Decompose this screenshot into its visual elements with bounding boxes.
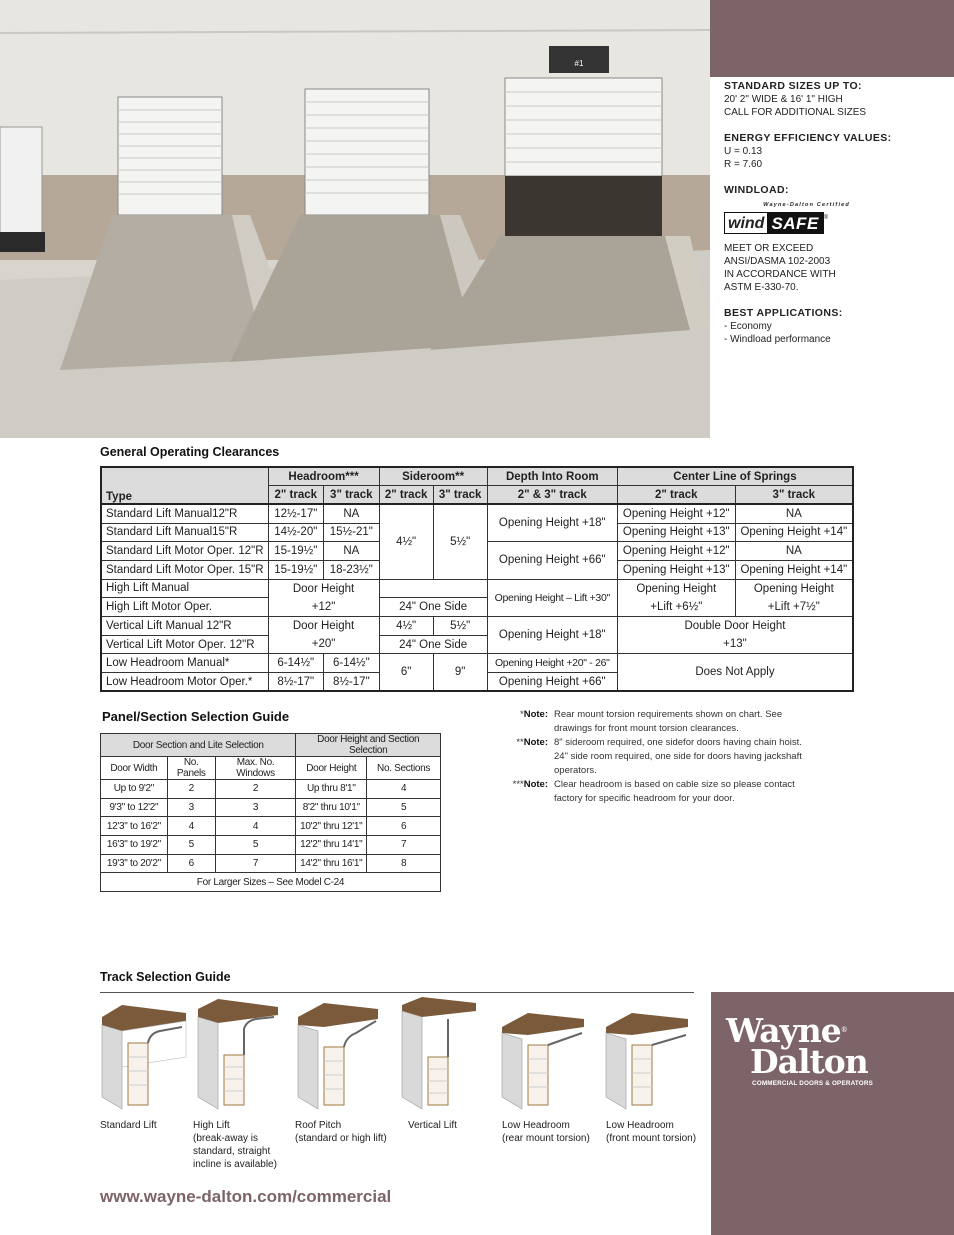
cell-sideroom: 4½" (379, 504, 433, 579)
windsafe-safe: SAFE (767, 213, 822, 233)
cell-springs: Opening Height +13" (617, 523, 735, 542)
col-spring-3in: 3" track (735, 486, 853, 505)
col-depth: Depth Into Room (487, 467, 617, 486)
track-label (502, 1119, 590, 1145)
cell: 8'2" thru 10'1" (296, 798, 367, 817)
cell-headroom (268, 579, 379, 616)
group-section-selection: Door Height and Section Selection (296, 734, 441, 757)
cell-headroom: 15-19½" (268, 542, 324, 561)
row-type: High Lift Manual (101, 579, 268, 598)
table-row (101, 836, 441, 855)
low-headroom-front-diagram (602, 997, 692, 1117)
springs-line: +13" (723, 638, 747, 651)
cell-headroom: 15½-21" (324, 523, 380, 542)
standard-lift-diagram (98, 997, 188, 1117)
springs-line: +Lift +6½" (650, 600, 703, 613)
springs-line: Opening Height (636, 582, 717, 595)
energy-heading: ENERGY EFFICIENCY VALUES: (724, 132, 892, 144)
row-type: Standard Lift Motor Oper. 15"R (101, 560, 268, 579)
col-headroom: Headroom*** (268, 467, 379, 486)
cell: 4 (215, 817, 296, 836)
low-headroom-rear-diagram (498, 997, 588, 1117)
cell: 12'3" to 16'2" (101, 817, 168, 836)
table-row (101, 854, 441, 873)
cell: 6 (167, 854, 215, 873)
note-mark: *** (512, 779, 524, 790)
col-sections: No. Sections (367, 757, 441, 780)
cell: 19'3" to 20'2" (101, 854, 168, 873)
track-label-line: Low Headroom (502, 1120, 570, 1131)
sizes-line: CALL FOR ADDITIONAL SIZES (724, 107, 867, 118)
note-text: Clear headroom is based on cable size so please contact factory for specific headroom for your door. (554, 779, 795, 804)
cell: Up thru 8'1" (296, 780, 367, 799)
cell-springs (617, 579, 735, 616)
track-label-line: standard, straight (193, 1146, 271, 1157)
cell: 6 (367, 817, 441, 836)
cell: 12'2" thru 14'1" (296, 836, 367, 855)
cell-headroom: 6-14½" (268, 654, 324, 673)
row-type: High Lift Motor Oper. (101, 598, 268, 617)
cell-headroom: 6-14½" (324, 654, 380, 673)
note-mark: ** (516, 737, 524, 748)
cell-sideroom: 5½" (433, 617, 487, 636)
cell: 9'3" to 12'2" (101, 798, 168, 817)
cell: 7 (367, 836, 441, 855)
notes (506, 708, 806, 806)
table-row (101, 780, 441, 799)
cell: 3 (167, 798, 215, 817)
cell: 5 (367, 798, 441, 817)
brand-tagline: COMMERCIAL DOORS & OPERATORS (752, 1080, 874, 1087)
track-label-line: (front mount torsion) (606, 1133, 697, 1144)
col-windows: Max. No. Windows (215, 757, 296, 780)
table-row (101, 654, 853, 673)
springs-line: Double Door Height (684, 620, 786, 633)
track-label (408, 1119, 457, 1132)
loading-dock-photo (0, 0, 710, 438)
cell-springs: Opening Height +13" (617, 560, 735, 579)
cell-headroom: NA (324, 542, 380, 561)
brand-line2: Dalton (750, 1042, 868, 1081)
cell-headroom (268, 617, 379, 654)
cell: 3 (215, 798, 296, 817)
track-guide-title: Track Selection Guide (100, 970, 231, 984)
track-label-line: Standard Lift (100, 1120, 157, 1131)
divider (100, 992, 694, 993)
cell-sideroom: 24" One Side (379, 598, 487, 617)
row-type: Vertical Lift Manual 12"R (101, 617, 268, 636)
row-type: Low Headroom Manual* (101, 654, 268, 673)
cell: 10'2" thru 12'1" (296, 817, 367, 836)
cell: 5 (215, 836, 296, 855)
brand-line1: Wayne (726, 1011, 841, 1050)
cell-springs (617, 617, 853, 654)
cell-depth: Opening Height – Lift +30" (487, 579, 617, 616)
table-row (101, 817, 441, 836)
cell-sideroom: 6" (379, 654, 433, 691)
track-label-line: Low Headroom (606, 1120, 674, 1131)
cell-headroom: 8½-17" (324, 673, 380, 692)
table-row (101, 504, 853, 523)
col-depth-track: 2" & 3" track (487, 486, 617, 505)
note-item (506, 708, 806, 736)
row-type: Low Headroom Motor Oper.* (101, 673, 268, 692)
headroom-line: Door Height (292, 582, 355, 595)
cell: 7 (215, 854, 296, 873)
table-row (101, 798, 441, 817)
track-label-line: Roof Pitch (295, 1120, 342, 1131)
cell-headroom: 12½-17" (268, 504, 324, 523)
windload-line: IN ACCORDANCE WITH (724, 269, 836, 280)
cell-springs: NA (735, 542, 853, 561)
cell-springs: Opening Height +12" (617, 542, 735, 561)
headroom-line: +20" (311, 638, 336, 651)
group-lite-selection: Door Section and Lite Selection (101, 734, 296, 757)
cell-depth: Opening Height +66" (487, 542, 617, 579)
panel-footer: For Larger Sizes – See Model C-24 (101, 873, 441, 892)
cell: 4 (367, 780, 441, 799)
track-label-line: High Lift (193, 1120, 230, 1131)
windsafe-wind: wind (728, 214, 765, 232)
col-type: Type (101, 467, 268, 504)
cell: 4 (167, 817, 215, 836)
note-item (506, 778, 806, 806)
cell-sideroom-blank (379, 579, 487, 598)
energy-u-value: U = 0.13 (724, 146, 763, 157)
cell: 8 (367, 854, 441, 873)
clearances-table (100, 466, 854, 692)
table-row (101, 579, 853, 598)
windsafe-logo (724, 199, 946, 234)
note-label: Note: (523, 737, 548, 748)
accent-strip-top (710, 0, 954, 77)
windload-line: ANSI/DASMA 102-2003 (724, 256, 831, 267)
track-label-line: (break-away is (193, 1133, 259, 1144)
col-spring-2in: 2" track (617, 486, 735, 505)
applications-heading: BEST APPLICATIONS: (724, 307, 843, 319)
note-label: Note: (523, 779, 548, 790)
website-link[interactable]: www.wayne-dalton.com/commercial (100, 1187, 392, 1206)
brand-reg: ® (840, 1026, 847, 1034)
row-type: Vertical Lift Motor Oper. 12"R (101, 635, 268, 654)
col-springs: Center Line of Springs (617, 467, 853, 486)
cell: Up to 9'2" (101, 780, 168, 799)
cell-headroom: 18-23½" (324, 560, 380, 579)
col-head-2in: 2" track (268, 486, 324, 505)
headroom-line: Door Height (292, 620, 355, 633)
cell: 2 (167, 780, 215, 799)
cell: 16'3" to 19'2" (101, 836, 168, 855)
cell-springs (735, 579, 853, 616)
track-label (193, 1119, 277, 1171)
cell-headroom: NA (324, 504, 380, 523)
note-text: 8" sideroom required, one sidefor doors having chain hoist. 24" side room required, one side for doors having jackshaft operators. (554, 737, 802, 776)
cell: 2 (215, 780, 296, 799)
door-sign-label: #1 (574, 59, 584, 68)
track-label-line: incline is available) (193, 1159, 277, 1170)
application-item: - Economy (724, 321, 772, 332)
cell-headroom: 14½-20" (268, 523, 324, 542)
roof-pitch-diagram (294, 997, 384, 1117)
windload-line: MEET OR EXCEED (724, 243, 814, 254)
track-label-line: (standard or high lift) (295, 1133, 387, 1144)
panel-guide-table (100, 733, 441, 892)
cell-springs: Opening Height +12" (617, 504, 735, 523)
cell-depth: Opening Height +18" (487, 617, 617, 654)
cell-depth: Opening Height +66" (487, 673, 617, 692)
table-row (101, 617, 853, 636)
cell-springs: Opening Height +14" (735, 523, 853, 542)
note-text: Rear mount torsion requirements shown on chart. See drawings for front mount torsion clearances. (554, 709, 783, 734)
panel-guide-title: Panel/Section Selection Guide (102, 709, 290, 724)
track-label (100, 1119, 157, 1132)
brand-logo (726, 1011, 874, 1087)
cell-depth: Opening Height +18" (487, 504, 617, 541)
cell-headroom: 15-19½" (268, 560, 324, 579)
springs-line: Opening Height (753, 582, 834, 595)
windsafe-cert: Wayne-Dalton Certified (763, 202, 850, 208)
col-head-3in: 3" track (324, 486, 380, 505)
row-type: Standard Lift Manual12"R (101, 504, 268, 523)
sizes-heading: STANDARD SIZES UP TO: (724, 80, 862, 92)
row-type: Standard Lift Manual15"R (101, 523, 268, 542)
windload-heading: WINDLOAD: (724, 184, 789, 196)
windload-line: ASTM E-330-70. (724, 282, 799, 293)
vertical-lift-diagram (400, 997, 480, 1117)
col-door-width: Door Width (101, 757, 168, 780)
col-sideroom: Sideroom** (379, 467, 487, 486)
high-lift-diagram (194, 997, 284, 1117)
note-mark: * (520, 709, 524, 720)
cell-depth: Opening Height +20" - 26" (487, 654, 617, 673)
track-label (606, 1119, 696, 1145)
cell-springs: Does Not Apply (617, 654, 853, 691)
cell-sideroom: 24" One Side (379, 635, 487, 654)
windsafe-reg: ® (823, 215, 829, 221)
cell-sideroom: 5½" (433, 504, 487, 579)
cell-sideroom: 9" (433, 654, 487, 691)
track-label (295, 1119, 387, 1145)
col-side-2in: 2" track (379, 486, 433, 505)
track-label-line: (rear mount torsion) (502, 1133, 590, 1144)
row-type: Standard Lift Motor Oper. 12"R (101, 542, 268, 561)
cell-springs: Opening Height +14" (735, 560, 853, 579)
track-label-line: Vertical Lift (408, 1120, 457, 1131)
sizes-line: 20' 2" WIDE & 16' 1" HIGH (724, 94, 843, 105)
cell-headroom: 8½-17" (268, 673, 324, 692)
application-item: - Windload performance (724, 334, 831, 345)
col-door-height: Door Height (296, 757, 367, 780)
headroom-line: +12" (311, 600, 336, 613)
col-side-3in: 3" track (433, 486, 487, 505)
specifications (724, 80, 946, 359)
note-item (506, 736, 806, 778)
cell-sideroom: 4½" (379, 617, 433, 636)
cell: 14'2" thru 16'1" (296, 854, 367, 873)
springs-line: +Lift +7½" (767, 600, 820, 613)
cell-springs: NA (735, 504, 853, 523)
energy-r-value: R = 7.60 (724, 159, 763, 170)
col-panels: No. Panels (167, 757, 215, 780)
note-label: Note: (523, 709, 548, 720)
clearances-title: General Operating Clearances (100, 445, 280, 459)
cell: 5 (167, 836, 215, 855)
